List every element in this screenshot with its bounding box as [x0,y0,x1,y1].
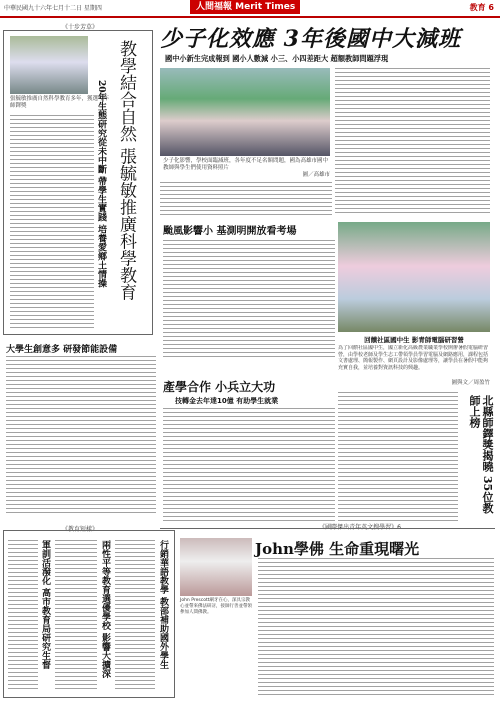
bottom-left-vertical-c: 行銷華語教學 教部補助國外學生 [158,540,168,670]
left-vertical-subhead: 20年生態研究從未中斷 帶學生實踐 培養愛鄉土情操 [96,80,106,288]
bottom-section-rule [160,528,495,529]
left-article-body [10,115,94,330]
page-header [0,0,500,18]
bottom-article-body [258,558,494,698]
photo2-caption-title: 回饋社區國中生 影青師電腦研習營 [364,336,464,344]
john-photo [180,538,252,596]
bottom-left-body-c [115,540,155,690]
industry-headline: 產學合作 小兵立大功 [163,380,276,394]
bottom-headline: John學佛 生命重現曙光 [255,540,420,558]
left-vertical-headline: 教學結合自然 張毓敏推廣科學教育 [116,40,136,301]
main-photo-caption: 少子化影響，學校面臨減班，各年度不足名額問題，國為高雄市國中教師與學生們使用資料照片 [163,158,329,171]
main-headline: 少子化效應 3年後國中大減班 [160,26,461,52]
typhoon-headline: 颱風影響小 基測明開放看考場 [163,226,297,237]
newspaper-logo: 人間福報 Merit Times [190,0,300,14]
typhoon-article-body [163,240,335,360]
industry-article-body [163,408,335,523]
main-subhead: 國中小新生完成報到 國小人數減 小三、小四差距大 超額教師問題浮現 [165,54,389,63]
photo2-caption: 為了回饋社區國中生，國立新化高級農業職業學校開辦暑假電腦研習營，由學校老師及學生志工帶領學員學習電腦及網路應用，課程包括文書處理、簡報製作、網頁設計及影像處理等，讓學員在暑假中能夠充實自我，並培養對資訊科技的興趣。 [338,345,489,371]
main-article-body [335,68,490,216]
students-headline: 大學生創意多 研發節能設備 [6,345,118,355]
right-vertical-headline: 北縣師鐸獎揭曉 35位教師上榜 [468,395,494,514]
left-section-tag: 《十步芳草》 [61,24,98,31]
bottom-left-body-b [55,540,97,690]
industry-subhead: 技轉金去年達10億 有助學生就業 [175,397,279,405]
students-group-photo [338,222,490,332]
bottom-left-body-a [8,540,38,690]
bottom-left-vertical-a: 軍訓活潑化 高市教育局研究生督 [40,540,50,670]
issue-date: 中華民國九十六年七月十二日 星期四 [4,5,102,12]
page-number: 教育 6 [469,3,494,12]
photo2-credit: 圖與文／周盈竹 [451,380,490,386]
main-photo [160,68,330,156]
bottom-left-vertical-b: 兩性平等教育選優學校 影響大擴深 [100,540,110,679]
bottom-section-tag [290,522,430,531]
teacher-photo [10,36,88,94]
middle-article-body [338,392,458,522]
bottom-left-section-tag: 《教育短樣》 [61,526,98,533]
main-photo-credit: 圖／高雄市 [302,172,330,178]
teacher-photo-caption: 張毓敏推廣自然科學教育多年，獲選今年師鐸獎 [10,96,110,109]
john-photo-caption: John Prescott刷牙在心，深具宗教心並帶來佛法研討，接師行善並帶領參加人間佛教。 [180,598,252,615]
main-article-body-lower [160,182,332,218]
students-article-body [6,356,156,516]
